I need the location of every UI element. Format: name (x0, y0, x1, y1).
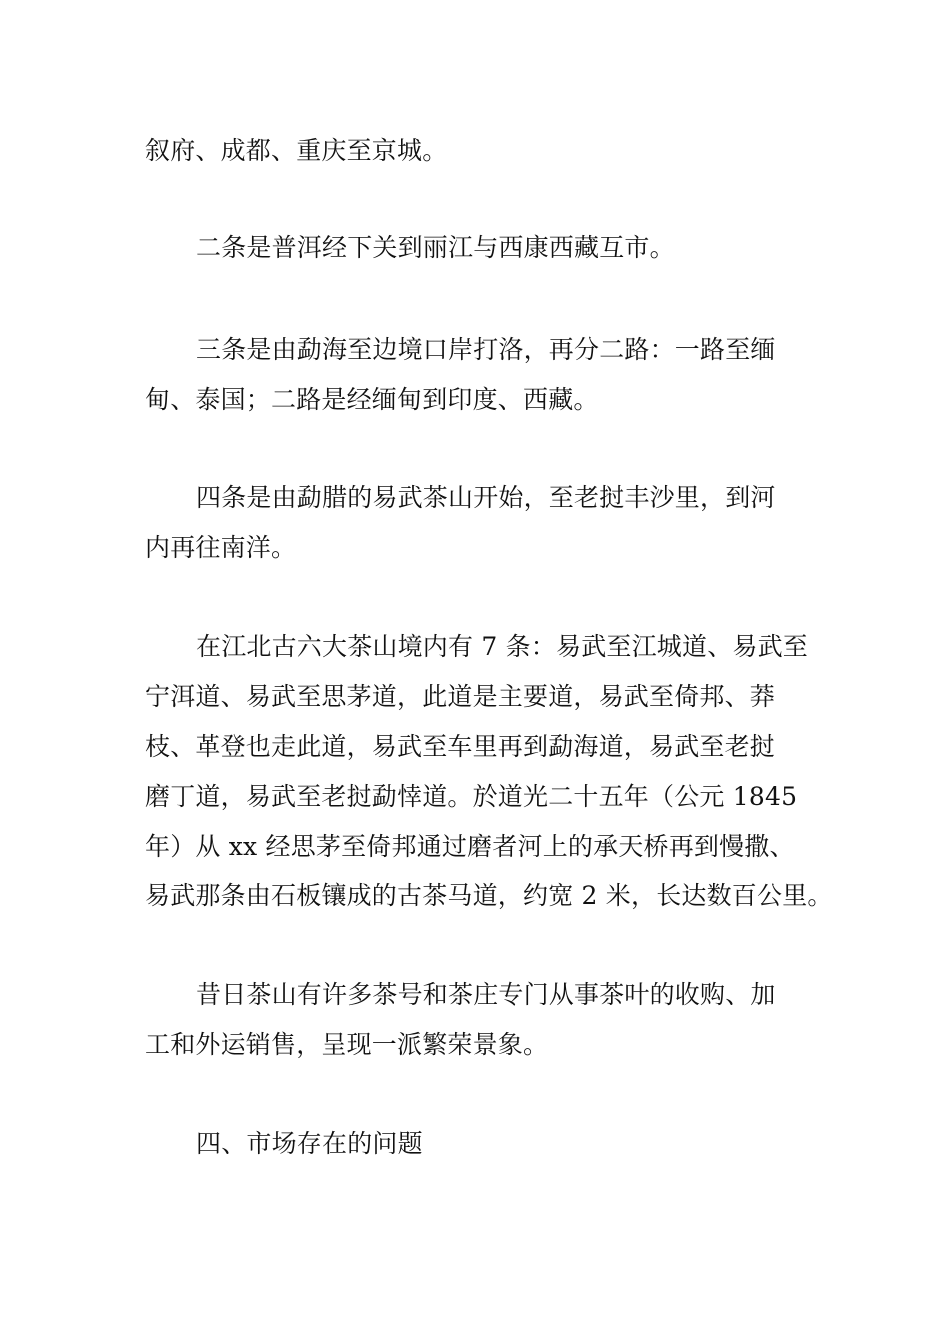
section-heading: 四、市场存在的问题 (196, 1129, 423, 1158)
text-line: 易武那条由石板镶成的古茶马道，约宽 2 米，长达数百公里。 (145, 881, 833, 910)
text-line: 内再往南洋。 (145, 533, 297, 562)
text-line: 在江北古六大茶山境内有 7 条：易武至江城道、易武至 (196, 632, 809, 661)
text-line: 四条是由勐腊的易武茶山开始，至老挝丰沙里，到河 (196, 483, 776, 512)
text-line: 叙府、成都、重庆至京城。 (145, 136, 448, 165)
text-line: 二条是普洱经下关到丽江与西康西藏互市。 (196, 233, 675, 262)
text-line: 三条是由勐海至边境口岸打洛，再分二路：一路至缅 (196, 335, 776, 364)
text-line: 年）从 xx 经思茅至倚邦通过磨者河上的承天桥再到慢撒、 (145, 832, 795, 861)
text-line: 磨丁道，易武至老挝勐悻道。於道光二十五年（公元 1845 (145, 782, 798, 811)
text-line: 甸、泰国；二路是经缅甸到印度、西藏。 (145, 385, 599, 414)
text-line: 昔日茶山有许多茶号和茶庄专门从事茶叶的收购、加 (196, 980, 776, 1009)
text-line: 宁洱道、易武至思茅道，此道是主要道，易武至倚邦、莽 (145, 682, 776, 711)
text-line: 枝、革登也走此道，易武至车里再到勐海道，易武至老挝 (145, 732, 776, 761)
text-line: 工和外运销售，呈现一派繁荣景象。 (145, 1030, 549, 1059)
